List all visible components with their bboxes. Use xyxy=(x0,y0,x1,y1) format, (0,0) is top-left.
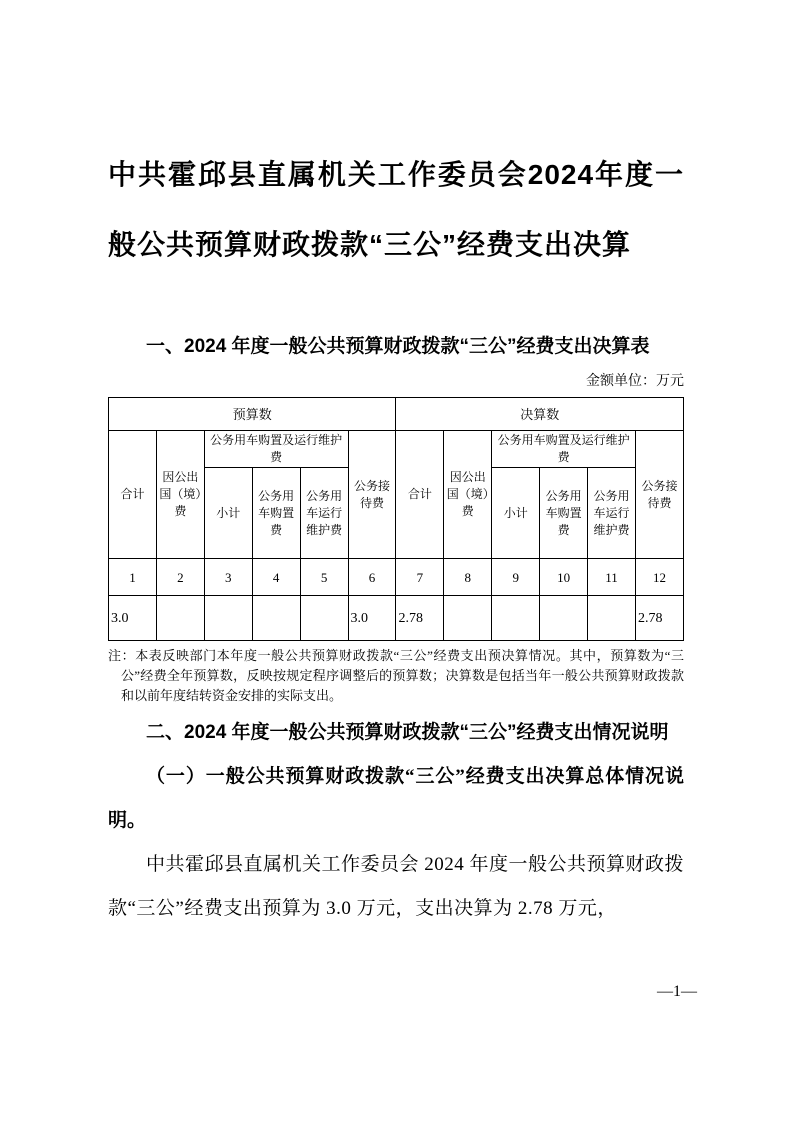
header-final-abroad: 因公出国（境）费 xyxy=(444,431,492,559)
header-final-group: 决算数 xyxy=(396,398,684,431)
header-budget-vehicle-purchase: 公务用车购置费 xyxy=(252,468,300,559)
value-final-abroad xyxy=(444,596,492,641)
header-final-reception: 公务接待费 xyxy=(635,431,683,559)
column-number-1: 1 xyxy=(109,559,157,596)
value-budget-total: 3.0 xyxy=(109,596,157,641)
header-final-total: 合计 xyxy=(396,431,444,559)
unit-label: 金额单位：万元 xyxy=(586,374,684,389)
subsection-heading: （一）一般公共预算财政拨款“三公”经费支出决算总体情况说明。 xyxy=(108,766,684,831)
section2-heading: 二、2024 年度一般公共预算财政拨款“三公”经费支出情况说明 xyxy=(146,722,669,743)
column-number-4: 4 xyxy=(252,559,300,596)
value-budget-vehicle-purchase xyxy=(252,596,300,641)
value-final-total: 2.78 xyxy=(396,596,444,641)
table-header-row-1 xyxy=(109,431,684,468)
header-final-vehicle-maintenance: 公务用车运行维护费 xyxy=(588,468,636,559)
value-budget-reception: 3.0 xyxy=(348,596,396,641)
value-final-reception: 2.78 xyxy=(635,596,683,641)
value-final-vehicle-subtotal xyxy=(492,596,540,641)
table-group-header-row xyxy=(109,398,684,431)
header-final-vehicle-purchase: 公务用车购置费 xyxy=(540,468,588,559)
document-title: 中共霍邱县直属机关工作委员会2024年度一般公共预算财政拨款“三公”经费支出决算 xyxy=(108,159,684,260)
column-number-5: 5 xyxy=(300,559,348,596)
column-number-9: 9 xyxy=(492,559,540,596)
header-budget-reception: 公务接待费 xyxy=(348,431,396,559)
value-budget-abroad xyxy=(156,596,204,641)
table-note: 注：本表反映部门本年度一般公共预算财政拨款“三公”经费支出预决算情况。其中，预算数为“三公”经费全年预算数，反映按规定程序调整后的预算数；决算数是包括当年一般公共预算财政拨款和以前年度结转资金安排的实际支出。 xyxy=(108,648,684,703)
value-final-vehicle-purchase xyxy=(540,596,588,641)
column-number-6: 6 xyxy=(348,559,396,596)
column-number-10: 10 xyxy=(540,559,588,596)
body-paragraph: 中共霍邱县直属机关工作委员会 2024 年度一般公共预算财政拨款“三公”经费支出预算为 3.0 万元，支出决算为 2.78 万元， xyxy=(108,854,685,919)
header-budget-vehicle-maintenance: 公务用车运行维护费 xyxy=(300,468,348,559)
header-final-vehicle-group: 公务用车购置及运行维护费 xyxy=(492,431,636,468)
page-number: —1— xyxy=(657,983,697,1000)
header-budget-group: 预算数 xyxy=(109,398,396,431)
value-budget-vehicle-subtotal xyxy=(204,596,252,641)
value-final-vehicle-maintenance xyxy=(588,596,636,641)
column-number-12: 12 xyxy=(635,559,683,596)
header-budget-abroad: 因公出国（境）费 xyxy=(156,431,204,559)
table-data-row xyxy=(109,596,684,641)
header-budget-vehicle-subtotal: 小计 xyxy=(204,468,252,559)
table-column-number-row xyxy=(109,559,684,596)
sangong-expense-table xyxy=(108,397,684,641)
header-final-vehicle-subtotal: 小计 xyxy=(492,468,540,559)
header-budget-total: 合计 xyxy=(109,431,157,559)
section1-heading: 一、2024 年度一般公共预算财政拨款“三公”经费支出决算表 xyxy=(146,336,650,357)
column-number-3: 3 xyxy=(204,559,252,596)
value-budget-vehicle-maintenance xyxy=(300,596,348,641)
column-number-8: 8 xyxy=(444,559,492,596)
column-number-7: 7 xyxy=(396,559,444,596)
column-number-11: 11 xyxy=(588,559,636,596)
column-number-2: 2 xyxy=(156,559,204,596)
header-budget-vehicle-group: 公务用车购置及运行维护费 xyxy=(204,431,348,468)
